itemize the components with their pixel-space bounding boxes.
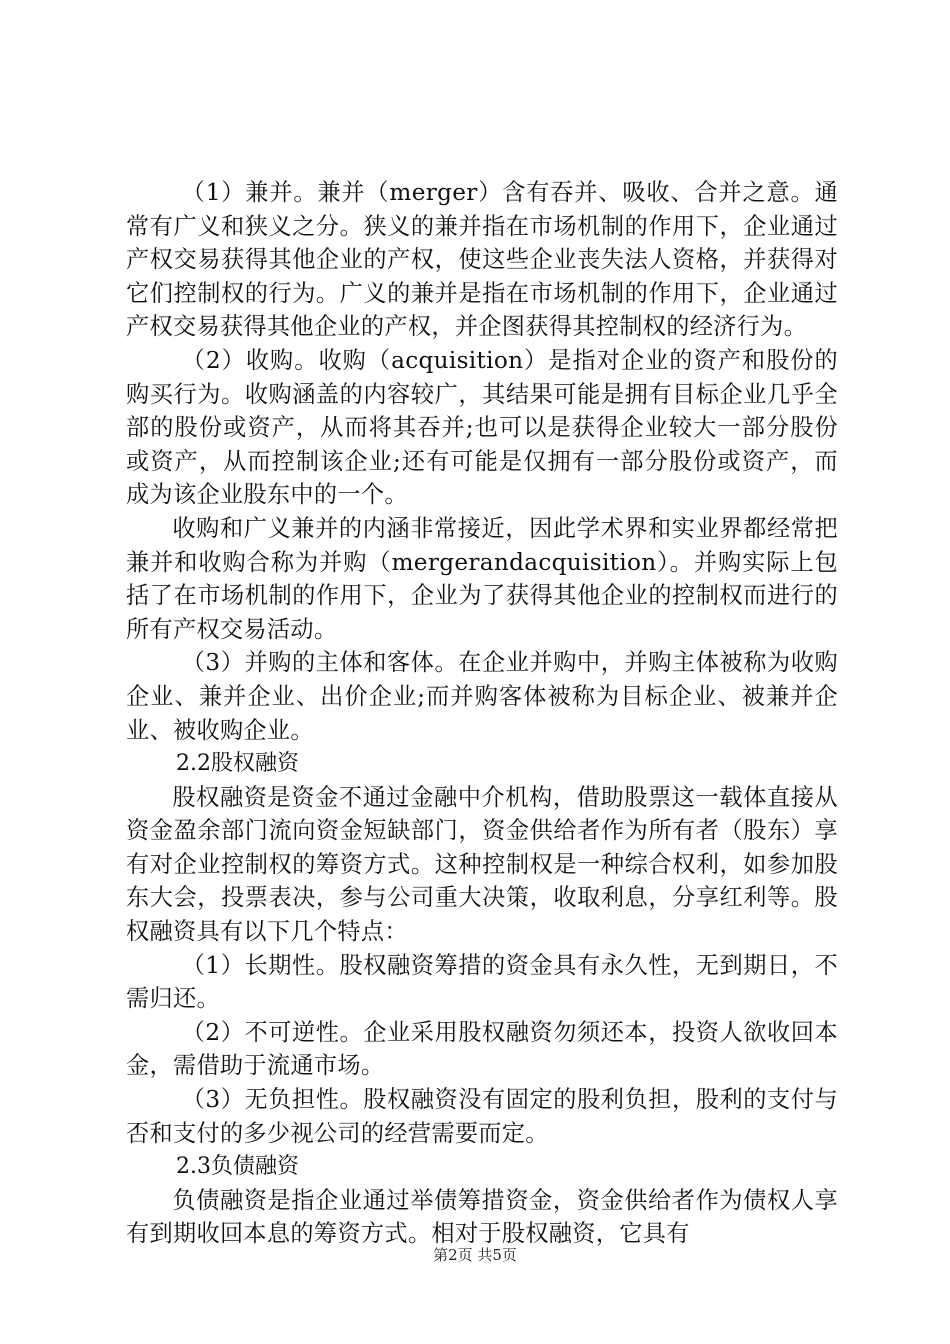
paragraph-irreversible: （2）不可逆性。企业采用股权融资勿须还本，投资人欲收回本金，需借助于流通市场。: [126, 1018, 838, 1080]
paragraph-m-and-a: 收购和广义兼并的内涵非常接近，因此学术界和实业界都经常把兼并和收购合称为并购（mergerandacquisition）。并购实际上包括了在市场机制的作用下，企业为了获得其他企业的控制权而进行的所有产权交易活动。: [126, 514, 838, 643]
paragraph-acquisition: （2）收购。收购（acquisition）是指对企业的资产和股份的购买行为。收购涵盖的内容较广，其结果可能是拥有目标企业几乎全部的股份或资产，从而将其吞并;也可以是获得企业较大一部分股份或资产，从而控制该企业;还有可能是仅拥有一部分股份或资产，而成为该企业股东中的一个。: [126, 346, 838, 509]
paragraph-no-burden: （3）无负担性。股权融资没有固定的股利负担，股利的支付与否和支付的多少视公司的经营需要而定。: [126, 1086, 838, 1147]
document-body: [126, 176, 838, 1251]
paragraph-merger: （1）兼并。兼并（merger）含有吞并、吸收、合并之意。通常有广义和狭义之分。狭义的兼并指在市场机制的作用下，企业通过产权交易获得其他企业的产权，使这些企业丧失法人资格，并获得对它们控制权的行为。广义的兼并是指在市场机制的作用下，企业通过产权交易获得其他企业的产权，并企图获得其控制权的经济行为。: [126, 179, 838, 341]
page-number-footer: 第2页 共5页: [433, 1246, 517, 1264]
paragraph-equity-financing: 股权融资是资金不通过金融中介机构，借助股票这一载体直接从资金盈余部门流向资金短缺部门，资金供给者作为所有者（股东）享有对企业控制权的筹资方式。这种控制权是一种综合权利，如参加股东大会，投票表决，参与公司重大决策，收取利息，分享红利等。股权融资具有以下几个特点：: [126, 783, 838, 946]
paragraph-debt-financing: 负债融资是指企业通过举债筹措资金，资金供给者作为债权人享有到期收回本息的筹资方式。相对于股权融资，它具有: [126, 1186, 838, 1248]
paragraph-long-term: （1）长期性。股权融资筹措的资金具有永久性，无到期日，不需归还。: [126, 951, 838, 1013]
section-heading-equity-financing: 2.2股权融资: [176, 751, 299, 777]
section-heading-debt-financing: 2.3负债融资: [176, 1154, 299, 1180]
paragraph-subject-object: （3）并购的主体和客体。在企业并购中，并购主体被称为收购企业、兼并企业、出价企业;而并购客体被称为目标企业、被兼并企业、被收购企业。: [126, 649, 838, 744]
